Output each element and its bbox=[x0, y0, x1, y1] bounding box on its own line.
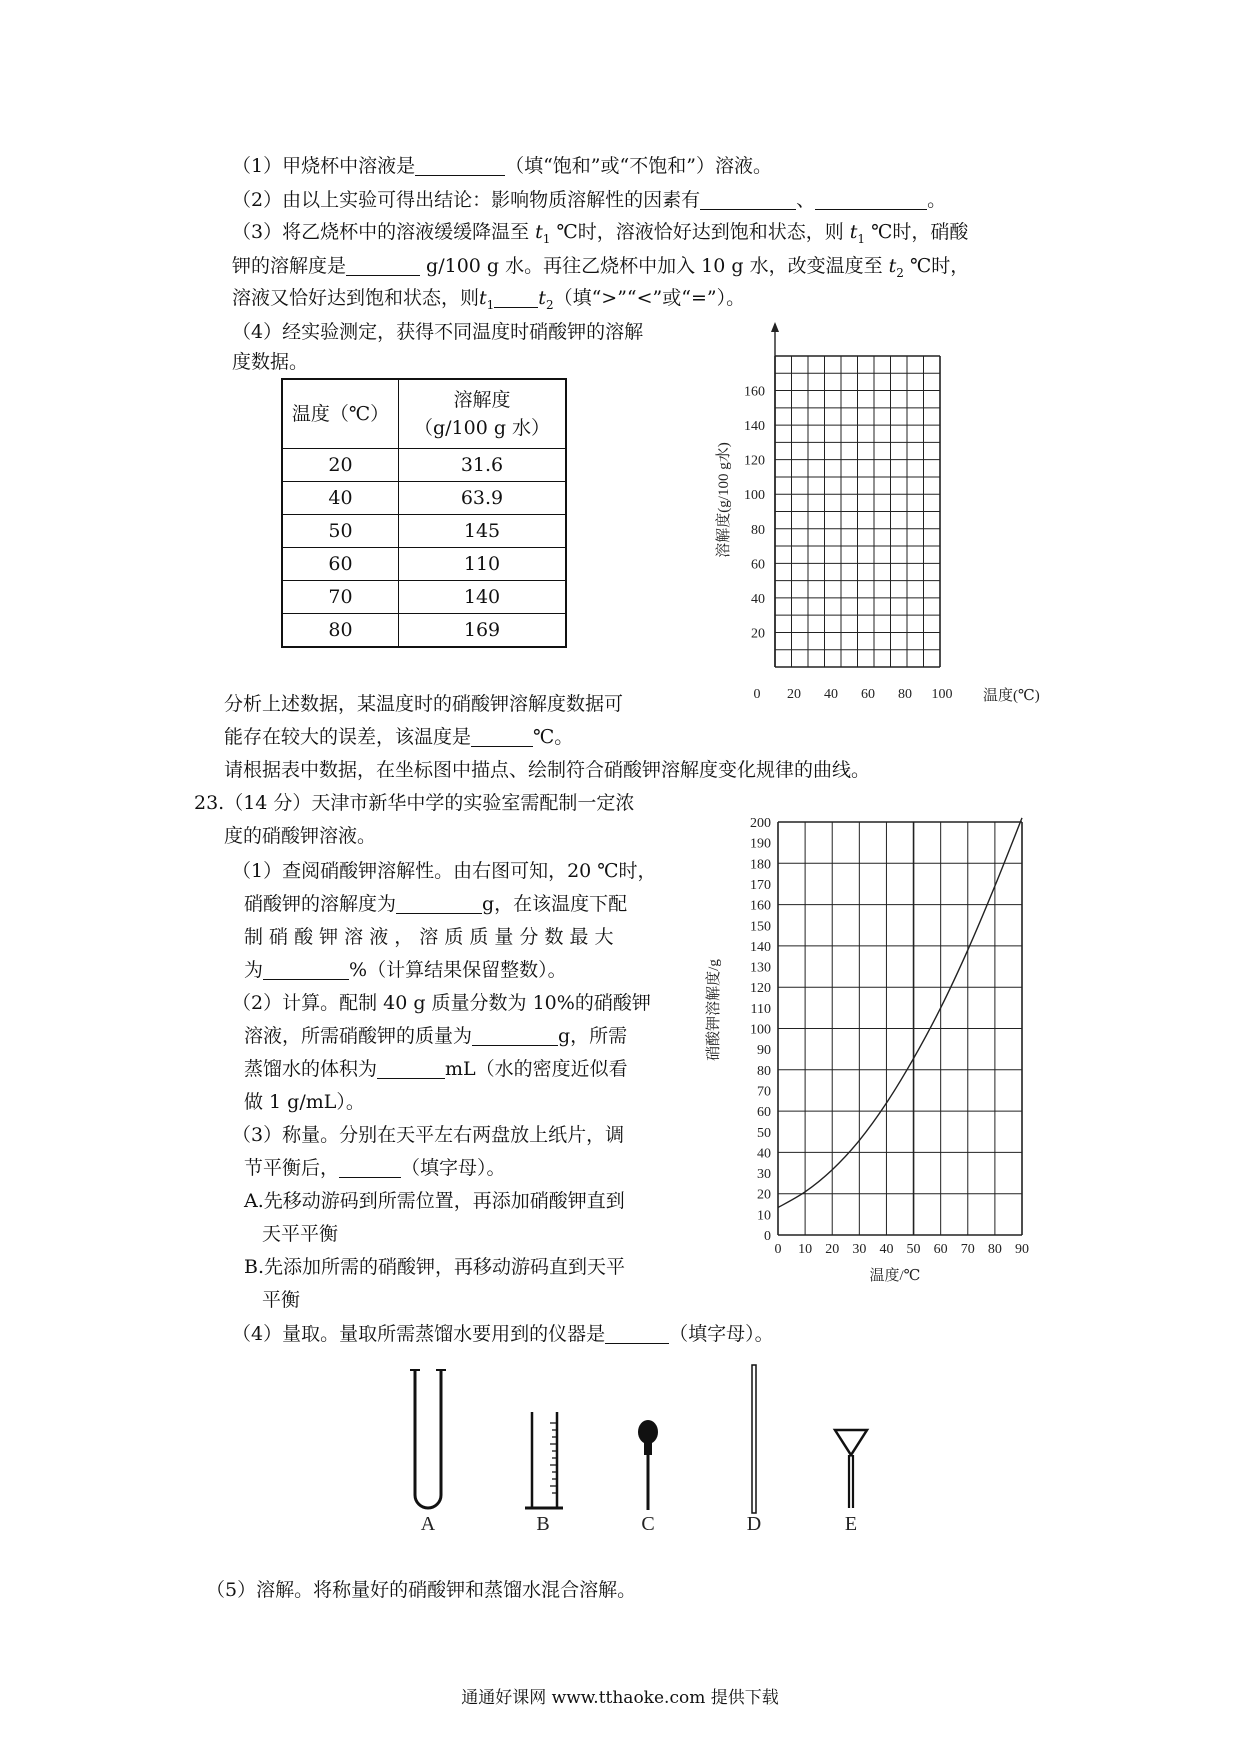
y-tick-label: 30 bbox=[757, 1167, 771, 1183]
table-row: 80 169 bbox=[282, 614, 566, 648]
q22-instruction: 请根据表中数据，在坐标图中描点、绘制符合硝酸钾溶解度变化规律的曲线。 bbox=[224, 759, 871, 781]
y-tick-label: 10 bbox=[757, 1208, 771, 1224]
y-tick-label: 50 bbox=[757, 1125, 771, 1141]
y-tick-label: 160 bbox=[750, 898, 771, 914]
apparatus-label-e: E bbox=[844, 1513, 858, 1535]
answer-blank[interactable] bbox=[472, 1025, 558, 1046]
x-tick-label: 80 bbox=[898, 687, 912, 702]
x-tick-label: 10 bbox=[798, 1242, 813, 1257]
q23-step2-line3: 蒸馏水的体积为 mL（水的密度近似看 bbox=[244, 1058, 628, 1080]
test-tube-icon[interactable] bbox=[410, 1370, 446, 1508]
y-tick-label: 100 bbox=[750, 1022, 771, 1038]
dropper-icon[interactable] bbox=[638, 1420, 658, 1510]
q23-step2-line1: （2）计算。配制 40 g 质量分数为 10%的硝酸钾 bbox=[232, 992, 651, 1014]
grid1-ylabel: 溶解度(g/100 g水) bbox=[716, 442, 732, 558]
answer-blank[interactable] bbox=[471, 726, 533, 747]
graduated-cylinder-icon[interactable] bbox=[525, 1412, 563, 1508]
answer-blank[interactable] bbox=[346, 255, 420, 276]
q23-step1-line3: 制 硝 酸 钾 溶 液 ， 溶 质 质 量 分 数 最 大 bbox=[244, 926, 614, 948]
y-tick-label: 20 bbox=[757, 1187, 771, 1203]
table-header-solubility: 溶解度 （g/100 g 水） bbox=[399, 379, 567, 449]
q22-part3-line2: 钾的溶解度是 g/100 g 水。再往乙烧杯中加入 10 g 水，改变温度至 $t_2$ ℃时， bbox=[232, 255, 970, 280]
q23-step1-line4: 为 %（计算结果保留整数）。 bbox=[244, 959, 567, 981]
y-tick-label: 140 bbox=[744, 419, 765, 435]
y-tick-label: 60 bbox=[757, 1105, 771, 1121]
y-tick-label: 190 bbox=[750, 836, 771, 852]
y-tick-label: 100 bbox=[744, 488, 765, 504]
x-tick-label: 20 bbox=[787, 687, 801, 702]
y-tick-label: 80 bbox=[751, 522, 765, 538]
y-tick-label: 200 bbox=[750, 816, 771, 831]
y-tick-label: 80 bbox=[757, 1063, 771, 1079]
q23-heading-line2: 度的硝酸钾溶液。 bbox=[224, 825, 377, 847]
apparatus-label-d: D bbox=[746, 1513, 762, 1535]
q23-step5: （5）溶解。将称量好的硝酸钾和蒸馏水混合溶解。 bbox=[206, 1579, 637, 1601]
y-tick-label: 150 bbox=[750, 919, 771, 935]
y-tick-label: 60 bbox=[751, 557, 765, 573]
q23-step1-line2: 硝酸钾的溶解度为 g，在该温度下配 bbox=[244, 893, 628, 915]
x-tick-label: 100 bbox=[931, 687, 953, 702]
q22-part4-line1: （4）经实验测定，获得不同温度时硝酸钾的溶解 bbox=[232, 321, 644, 343]
solubility-chart bbox=[700, 800, 1060, 1290]
answer-blank[interactable] bbox=[494, 287, 538, 308]
q23-option-b-line2: 平衡 bbox=[262, 1289, 301, 1311]
arrow-head-icon bbox=[771, 322, 779, 332]
q23-option-a-line2: 天平平衡 bbox=[262, 1223, 339, 1245]
y-tick-label: 20 bbox=[751, 626, 765, 642]
x-tick-label: 80 bbox=[987, 1242, 1002, 1257]
chart2-xlabel: 温度/℃ bbox=[869, 1268, 921, 1284]
answer-blank[interactable] bbox=[377, 1058, 445, 1079]
q23-step4: （4）量取。量取所需蒸馏水要用到的仪器是 （填字母）。 bbox=[232, 1323, 774, 1345]
y-tick-label: 120 bbox=[750, 981, 771, 997]
x-tick-label: 30 bbox=[852, 1242, 867, 1257]
q23-step1-line1: （1）查阅硝酸钾溶解性。由右图可知，20 ℃时， bbox=[232, 860, 657, 882]
q22-analysis-line2: 能存在较大的误差，该温度是 ℃。 bbox=[224, 726, 574, 748]
table-row: 20 31.6 bbox=[282, 449, 566, 482]
funnel-icon[interactable] bbox=[835, 1430, 867, 1508]
table-header-row bbox=[282, 379, 566, 449]
y-tick-label: 110 bbox=[750, 1001, 771, 1017]
x-tick-label: 70 bbox=[960, 1242, 975, 1257]
blank-plot-grid[interactable] bbox=[700, 320, 1050, 715]
answer-blank[interactable] bbox=[605, 1323, 669, 1344]
x-tick-label: 60 bbox=[933, 1242, 948, 1257]
apparatus-figure bbox=[380, 1360, 940, 1535]
table-row: 40 63.9 bbox=[282, 482, 566, 515]
y-tick-label: 120 bbox=[744, 453, 765, 469]
q22-analysis-line1: 分析上述数据，某温度时的硝酸钾溶解度数据可 bbox=[224, 693, 624, 715]
x-tick-label: 40 bbox=[879, 1242, 894, 1257]
chart2-ylabel: 硝酸钾溶解度/g bbox=[706, 959, 722, 1061]
q23-step3-line2: 节平衡后， （填字母）。 bbox=[244, 1157, 506, 1179]
y-tick-label: 0 bbox=[764, 1229, 771, 1244]
q22-part3-line3: 溶液又恰好达到饱和状态，则$t_1$ $t_2$（填“>”“<”或“=”）。 bbox=[232, 287, 746, 312]
y-tick-label: 70 bbox=[757, 1084, 771, 1100]
q23-step2-line2: 溶液，所需硝酸钾的质量为 g，所需 bbox=[244, 1025, 628, 1047]
x-tick-label: 60 bbox=[861, 687, 875, 702]
y-tick-label: 40 bbox=[757, 1146, 771, 1162]
answer-blank[interactable] bbox=[415, 155, 505, 176]
x-tick-label: 40 bbox=[824, 687, 838, 702]
q23-option-a-line1: A.先移动游码到所需位置，再添加硝酸钾直到 bbox=[244, 1190, 625, 1212]
table-header-temp: 温度（℃） bbox=[282, 379, 399, 449]
q23-step3-line1: （3）称量。分别在天平左右两盘放上纸片，调 bbox=[232, 1124, 625, 1146]
table-row: 50 145 bbox=[282, 515, 566, 548]
apparatus-label-b: B bbox=[536, 1513, 550, 1535]
y-tick-label: 180 bbox=[750, 857, 771, 873]
apparatus-label-a: A bbox=[420, 1513, 436, 1535]
answer-blank[interactable] bbox=[396, 893, 482, 914]
page-footer: 通通好课网 www.tthaoke.com 提供下载 bbox=[461, 1688, 779, 1708]
answer-blank[interactable] bbox=[700, 189, 796, 210]
y-tick-label: 170 bbox=[750, 877, 771, 893]
x-tick-label: 0 bbox=[753, 687, 761, 702]
solubility-table bbox=[281, 378, 567, 648]
y-tick-label: 130 bbox=[750, 960, 771, 976]
solubility-curve bbox=[778, 818, 1022, 1208]
x-tick-label: 90 bbox=[1015, 1242, 1029, 1257]
y-tick-label: 160 bbox=[744, 384, 765, 400]
y-tick-label: 140 bbox=[750, 939, 771, 955]
grid1-xlabel: 温度(℃) bbox=[983, 688, 1040, 704]
answer-blank[interactable] bbox=[815, 189, 927, 210]
x-tick-label: 0 bbox=[774, 1242, 782, 1257]
y-tick-label: 90 bbox=[757, 1043, 771, 1059]
q22-part4-line2: 度数据。 bbox=[232, 351, 309, 373]
q22-part3-line1: （3）将乙烧杯中的溶液缓缓降温至 $t_1$ ℃时，溶液恰好达到饱和状态，则 $t_1$ ℃时，硝酸 bbox=[232, 221, 969, 246]
x-tick-label: 50 bbox=[906, 1242, 921, 1257]
answer-blank[interactable] bbox=[339, 1157, 401, 1178]
q23-step2-line4: 做 1 g/mL）。 bbox=[244, 1091, 365, 1113]
q23-heading-line1: 23.（14 分）天津市新华中学的实验室需配制一定浓 bbox=[194, 792, 635, 814]
q23-option-b-line1: B.先添加所需的硝酸钾，再移动游码直到天平 bbox=[244, 1256, 626, 1278]
q22-part2: （2）由以上实验可得出结论：影响物质溶解性的因素有 、 。 bbox=[232, 189, 947, 211]
x-tick-label: 20 bbox=[825, 1242, 840, 1257]
table-row: 60 110 bbox=[282, 548, 566, 581]
answer-blank[interactable] bbox=[263, 959, 349, 980]
q22-part1: （1）甲烧杯中溶液是 （填“饱和”或“不饱和”）溶液。 bbox=[232, 155, 772, 177]
y-tick-label: 40 bbox=[751, 591, 765, 607]
apparatus-label-c: C bbox=[641, 1513, 655, 1535]
glass-rod-icon[interactable] bbox=[752, 1365, 756, 1513]
table-row: 70 140 bbox=[282, 581, 566, 614]
